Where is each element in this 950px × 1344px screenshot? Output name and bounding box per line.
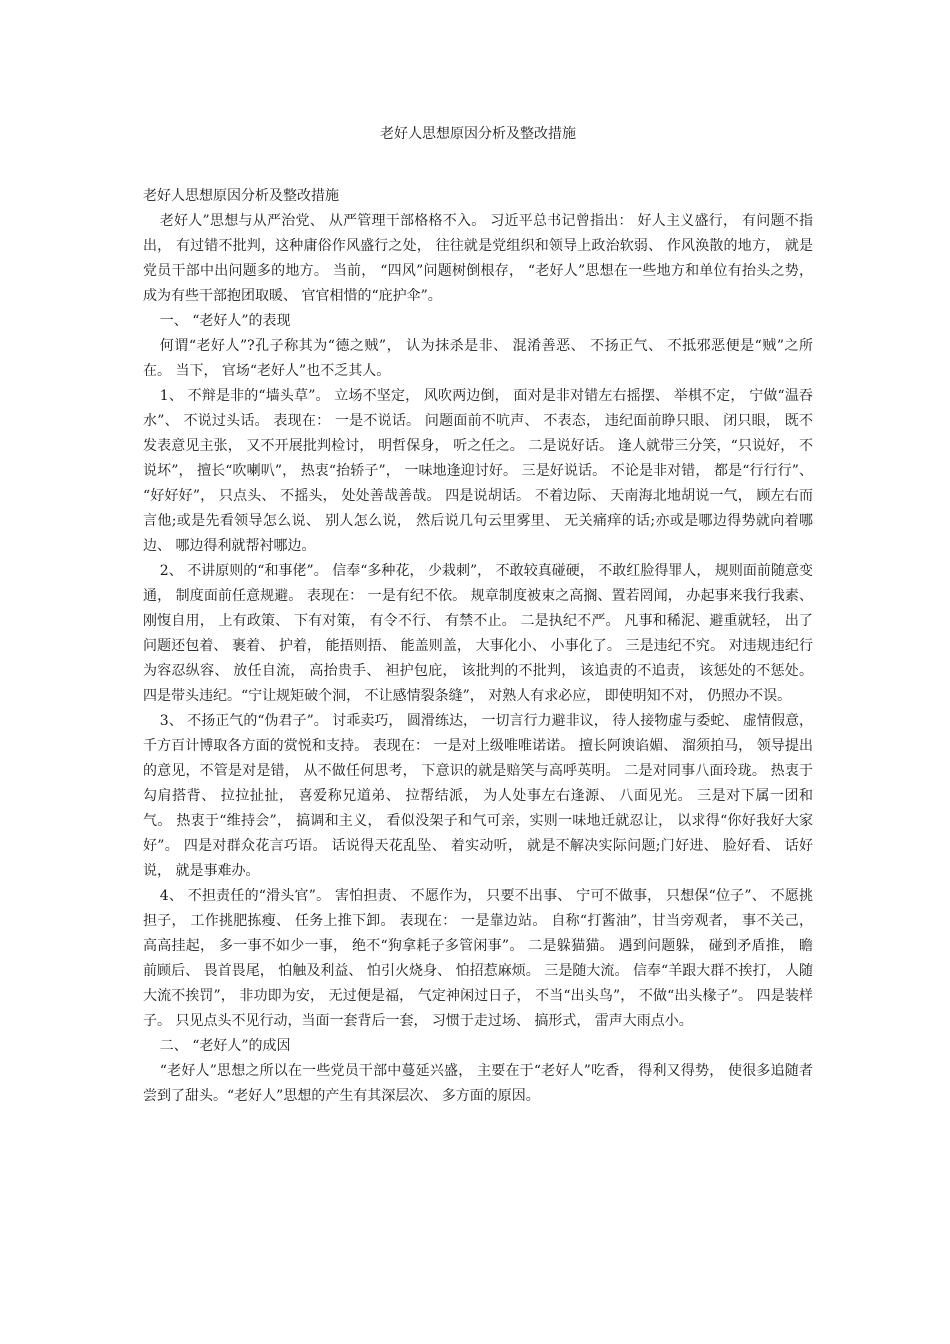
paragraph-item-2: 2、 不讲原则的“和事佬”。 信奉“多种花， 少栽刺”， 不敢较真碰硬， 不敢红脸得罪人， 规则面前随意变通， 制度面前任意规避。 表现在： 一是有纪不依。 规章制度被束之高搁、置若罔闻， 办起事来我行我素、 刚愎自用， 上有政策、 下有对策， 有令不行、 有禁不止。 二是执纪不严。 凡事和稀泥、避重就轻， 出了问题还包着、 裹着、 护着， 能捂则捂、 能盖则盖， 大事化小、 小事化了。 三是违纪不究。 对违规违纪行为容忍纵容、 放任自流， 高抬贵手、 袒护包庇， 该批判的不批判， 该追责的不追责， 该惩处的不惩处。 四是带头违纪。“宁让规矩破个洞， 不让感情裂条缝”， 对熟人有求必应， 即使明知不对， 仍照办不误。	[143, 563, 813, 704]
section-heading-2: 二、 “老好人”的成因	[159, 1038, 291, 1054]
paragraph-item-3: 3、 不扬正气的“伪君子”。 讨乖卖巧， 圆滑练达， 一切言行力避非议， 待人接物虚与委蛇、 虚情假意， 千方百计博取各方面的赏悦和支持。 表现在： 一是对上级唯唯诺诺。 擅长阿谀谄媚、 溜须拍马， 领导提出的意见，不管是对是错， 从不做任何思考， 下意识的就是赔笑与高呼英明。 二是对同事八面玲珑。 热衷于勾肩搭背、 拉拉扯扯， 喜爱称兄道弟、 拉帮结派， 为人处事左右逢源、 八面见光。 三是对下属一团和气。 热衷于“维持会”， 搞调和主义， 看似没架子和气可亲，实则一味地迁就忍让， 以求得“你好我好大家好”。 四是对群众花言巧语。 话说得天花乱坠、 着实动听， 就是不解决实际问题;门好进、 脸好看、 话好说， 就是事难办。	[143, 713, 813, 879]
paragraph-causes: “老好人”思想之所以在一些党员干部中蔓延兴盛， 主要在于“老好人”吃香， 得利又得势， 使很多追随者尝到了甜头。“老好人”思想的产生有其深层次、 多方面的原因。	[143, 1063, 813, 1104]
paragraph-item-1: 1、 不辩是非的“墙头草”。 立场不坚定， 风吹两边倒， 面对是非对错左右摇摆、 举棋不定， 宁做“温吞水”、 不说过头话。 表现在： 一是不说话。 问题面前不吭声、 不表态， 违纪面前睁只眼、 闭只眼， 既不发表意见主张， 又不开展批判检讨， 明哲保身， 听之任之。 二是说好话。 逢人就带三分笑，“只说好， 不说坏”， 擅长“吹喇叭”， 热衷“抬轿子”， 一味地逢迎讨好。 三是好说话。 不论是非对错， 都是“行行行”、 “好好好”， 只点头、 不摇头， 处处善哉善哉。 四是说胡话。 不着边际、 天南海北地胡说一气， 顾左右而言他;或是先看领导怎么说、 别人怎么说， 然后说几句云里雾里、 无关痛痒的话;亦或是哪边得势就向着哪边、 哪边得利就帮衬哪边。	[143, 388, 813, 554]
paragraph-definition: 何谓“老好人”?孔子称其为“德之贼”， 认为抹杀是非、 混淆善恶、 不扬正气、 不抵邪恶便是“贼”之所在。 当下， 官场“老好人”也不乏其人。	[143, 338, 813, 379]
paragraph-intro: 老好人”思想与从严治党、 从严管理干部格格不入。 习近平总书记曾指出： 好人主义盛行， 有问题不指出， 有过错不批判，这种庸俗作风盛行之处， 往往就是党组织和领导上政治软弱、 作风涣散的地方， 就是党员干部中出问题多的地方。 当前， “四风”问题树倒根存， “老好人”思想在一些地方和单位有抬头之势， 成为有些干部抱团取暖、 官官相惜的“庇护伞”。	[143, 213, 813, 304]
document-title: 老好人思想原因分析及整改措施	[380, 126, 576, 142]
paragraph-item-4: 4、 不担责任的“滑头官”。 害怕担责、 不愿作为， 只要不出事、 宁可不做事， 只想保“位子”、 不愿挑担子， 工作挑肥拣瘦、 任务上推下卸。 表现在： 一是靠边站。 自称“打酱油”，甘当旁观者， 事不关己， 高高挂起， 多一事不如少一事， 绝不“狗拿耗子多管闲事”。 二是躲猫猫。 遇到问题躲， 碰到矛盾推， 瞻前顾后、 畏首畏尾， 怕触及利益、 怕引火烧身、 怕招惹麻烦。 三是随大流。 信奉“羊跟大群不挨打， 人随大流不挨罚”， 非功即为安， 无过便是福， 气定神闲过日子， 不当“出头鸟”， 不做“出头椽子”。 四是装样子。 只见点头不见行动，当面一套背后一套， 习惯于走过场、 搞形式， 雷声大雨点小。	[143, 888, 813, 1029]
document-subtitle: 老好人思想原因分析及整改措施	[143, 188, 339, 204]
document-page	[143, 122, 813, 1109]
section-heading-1: 一、 “老好人”的表现	[159, 313, 291, 329]
